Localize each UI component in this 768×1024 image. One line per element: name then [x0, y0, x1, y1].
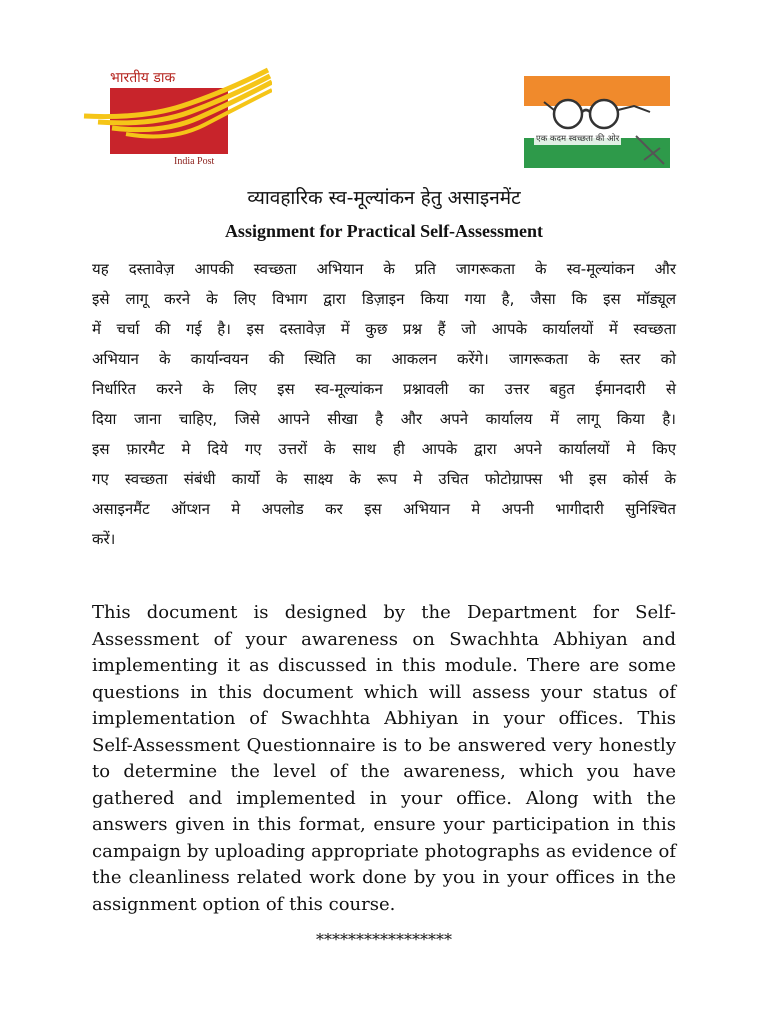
- page-title-english: Assignment for Practical Self-Assessment: [224, 221, 544, 241]
- english-paragraph-line: implementation of Swachhta Abhiyan in your offices. This: [92, 708, 676, 729]
- english-paragraph: [92, 600, 676, 918]
- english-paragraph-line: Self-Assessment Questionnaire is to be answered very honestly: [92, 734, 676, 756]
- swachh-bharat-logo: [524, 76, 670, 168]
- english-paragraph-line: assignment option of this course.: [92, 893, 396, 915]
- hindi-paragraph-line: इसे लागू करने के लिए विभाग द्वारा डिज़ाइन किया गया है, जैसा कि इस मॉड्यूल: [92, 290, 676, 308]
- hindi-paragraph-line: यह दस्तावेज़ आपकी स्वच्छता अभियान के प्रति जागरूकता के स्व-मूल्यांकन और: [92, 260, 676, 278]
- hindi-paragraph-line: करें।: [92, 530, 116, 548]
- english-paragraph-line: answers given in this format, ensure your participation in this: [92, 814, 676, 835]
- hindi-paragraph-line: असाइनमैंट ऑप्शन मे अपलोड कर इस अभियान मे अपनी भागीदारी सुनिश्चित: [92, 500, 676, 518]
- english-paragraph-line: to determine the level of the awareness, which you have: [92, 761, 676, 782]
- hindi-paragraph-line: इस फ़ारमैट मे दिये गए उत्तरों के साथ ही आपके द्वारा अपने कार्यालयों मे किए: [92, 440, 676, 458]
- hindi-paragraph-line: अभियान के कार्यान्वयन की स्थिति का आकलन करेंगे। जागरूकता के स्तर को: [92, 350, 676, 368]
- separator-stars: *****************: [316, 930, 452, 949]
- hindi-paragraph-line: में चर्चा की गई है। इस दस्तावेज़ में कुछ प्रश्न हैं जो आपके कार्यालयों में स्वच्छता: [92, 320, 676, 338]
- english-paragraph-line: This document is designed by the Department for Self-: [92, 602, 676, 623]
- hindi-paragraph-line: निर्धारित करने के लिए इस स्व-मूल्यांकन प्रश्नावली का उत्तर बहुत ईमानदारी से: [92, 380, 676, 398]
- spectacles-icon: [524, 76, 670, 168]
- hindi-paragraph-line: दिया जाना चाहिए, जिसे आपने सीखा है और अपने कार्यालय में लागू किया है।: [92, 410, 676, 428]
- india-post-english-text: India Post: [174, 156, 215, 167]
- english-paragraph-line: campaign by uploading appropriate photographs as evidence of: [92, 840, 676, 862]
- hindi-paragraph: [92, 254, 676, 554]
- english-paragraph-line: the cleanliness related work done by you in your offices in the: [92, 867, 676, 888]
- swachh-bharat-tagline: एक कदम स्वच्छता की ओर: [536, 134, 620, 144]
- india-post-hindi-text: भारतीय डाक: [110, 70, 176, 86]
- english-paragraph-line: Assessment of your awareness on Swachhta Abhiyan and: [92, 628, 676, 650]
- english-paragraph-line: implementing it as discussed in this module. There are some: [92, 655, 676, 676]
- india-post-logo: [82, 64, 272, 174]
- hindi-paragraph-line: गए स्वच्छता संबंधी कार्यो के साक्ष्य के रूप मे उचित फोटोग्राफ्स भी इस कोर्स के: [92, 470, 676, 488]
- page-title-hindi: व्यावहारिक स्व-मूल्यांकन हेतु असाइनमेंट: [247, 187, 521, 209]
- english-paragraph-line: questions in this document which will assess your status of: [92, 681, 676, 703]
- english-paragraph-line: gathered and implemented in your office. Along with the: [92, 787, 676, 809]
